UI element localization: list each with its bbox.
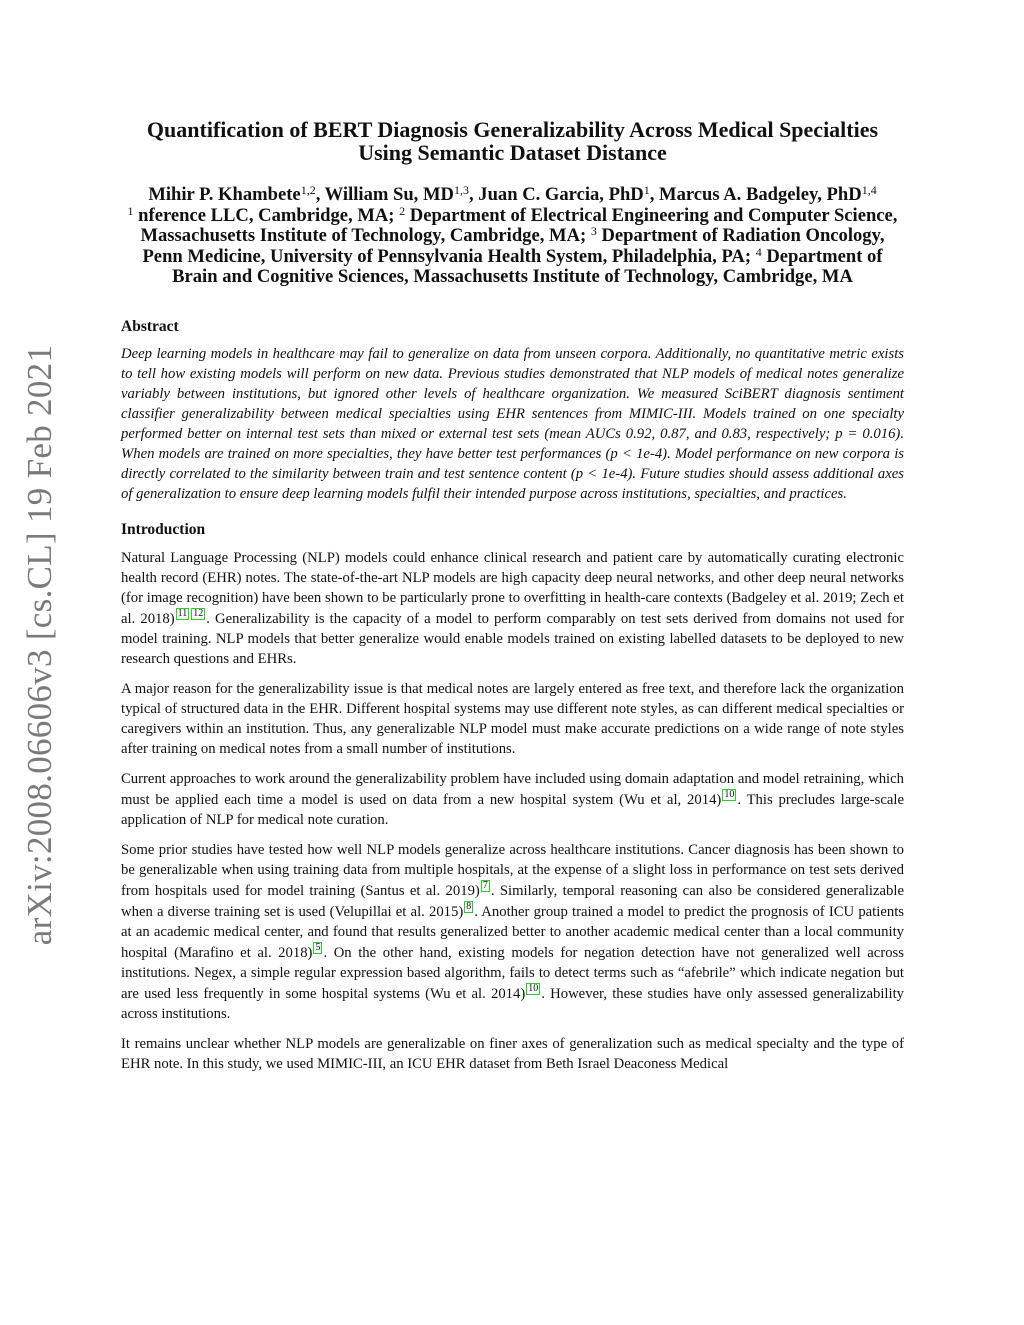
author-superscript: 1,4 [861, 183, 877, 197]
affiliation: Department of Radiation Oncology, Penn Medicine, University of Pennsylvania Health System, Philadelphia, PA; [142, 225, 885, 267]
author-block [121, 185, 904, 288]
author-name: , Juan C. Garcia, PhD [468, 184, 644, 205]
paper-page [121, 118, 904, 1074]
affiliation-superscript: 3 [590, 224, 597, 238]
paragraph-text: . This precludes large-scale application of NLP for medical note curation. [121, 791, 904, 828]
affiliation-superscript: 2 [399, 203, 406, 218]
author-superscript: 1 [643, 183, 650, 197]
introduction-heading: Introduction [121, 520, 206, 538]
affiliation: Department of Brain and Cognitive Sciences, Massachusetts Institute of Technology, Cambridge, MA [172, 245, 883, 287]
abstract-text: Deep learning models in healthcare may fail to generalize on data from unseen corpora. Additionally, no quantitative metric exists to tell how existing models will perform on new data. Previous studies demonstrated that NLP models of medical notes generalize variably between institutions, but ignored other levels of healthcare organization. We measured SciBERT diagnosis sentiment classifier generalizability between medical specialties using EHR sentences from MIMIC-III. Models trained on one specialty performed better on internal test sets than mixed or external test sets (mean AUCs 0.92, 0.87, and 0.83, respectively; p = 0.016). When models are trained on more specialties, they have better test performances (p < 1e-4). Model performance on new corpora is directly correlated to the similarity between train and test sentence content (p < 1e-4). Future studies should assess additional axes of generalization to ensure deep learning models fulfil their intended purpose across institutions, specialties, and practices. [121, 345, 904, 502]
author-name: , William Su, MD [315, 184, 454, 205]
author-name: , Marcus A. Badgeley, PhD [649, 184, 862, 205]
paragraph-text: . However, these studies have only assessed generalizability across institutions. [121, 985, 904, 1022]
author-superscript: 1,2 [300, 183, 316, 197]
author-superscript: 1,3 [453, 183, 469, 197]
citation-link[interactable]: 10 [528, 982, 539, 994]
intro-paragraph-5: It remains unclear whether NLP models are generalizable on finer axes of generalization such as medical specialty and the type of EHR note. In this study, we used MIMIC-III, an ICU EHR dataset from Beth Israel Deaconess Medical [121, 1035, 904, 1072]
intro-paragraph-3 [121, 769, 904, 830]
title-line-2: Using Semantic Dataset Distance [358, 140, 667, 165]
paper-title [121, 118, 904, 164]
paragraph-text: Some prior studies have tested how well NLP models generalize across healthcare institutions. Cancer diagnosis has been shown to be generalizable when using training data from multiple hospitals, at the expense of a slight loss in performance on test sets derived from hospitals used for model training (Santus et al. 2019) [121, 841, 904, 899]
intro-paragraph-1 [121, 548, 904, 669]
author-name: Mihir P. Khambete [148, 184, 301, 205]
affiliation-superscript: 1 [127, 203, 134, 218]
paragraph-text: Current approaches to work around the generalizability problem have included using domain adaptation and model retraining, which must be applied each time a model is used on data from a new hospital system (Wu et al, 2014) [121, 770, 904, 808]
affiliation-superscript: 4 [755, 244, 762, 259]
paragraph-text: Natural Language Processing (NLP) models could enhance clinical research and patient care by automatically curating electronic health record (EHR) notes. The state-of-the-art NLP models are high capacity deep neural networks, and other deep neural networks (for image recognition) have been shown to be particularly prone to overfitting in health-care contexts (Badgeley et al. 2019; Zech et al. 2018) [121, 549, 904, 627]
arxiv-watermark: arXiv:2008.06606v3 [cs.CL] 19 Feb 2021 [20, 344, 59, 946]
intro-paragraph-4 [121, 840, 904, 1024]
citation-link[interactable]: 7 [482, 879, 488, 891]
paragraph-text: . Similarly, temporal reasoning can also be considered generalizable when a diverse training set is used (Velupillai et al. 2015) [121, 882, 904, 920]
title-line-1: Quantification of BERT Diagnosis Generalizability Across Medical Specialties [146, 117, 879, 142]
citation-link[interactable]: 10 [724, 788, 735, 800]
affiliation: Department of Electrical Engineering and Computer Science, Massachusetts Institute of Technology, Cambridge, MA; [140, 204, 898, 246]
paragraph-text: . Another group trained a model to predict the prognosis of ICU patients at an academic medical center, and found that results generalized better to another academic medical center than a local community hospital (Marafino et al. 2018) [121, 903, 904, 961]
citation-link[interactable]: 11 [177, 607, 188, 619]
citation-link[interactable]: 8 [466, 900, 472, 912]
citation-link[interactable]: 5 [315, 941, 321, 953]
citation-link[interactable]: 12 [193, 607, 204, 619]
abstract-heading: Abstract [121, 317, 179, 335]
affiliation: nference LLC, Cambridge, MA; [133, 204, 400, 226]
intro-paragraph-2: A major reason for the generalizability issue is that medical notes are largely entered as free text, and therefore lack the organization typical of structured data in the EHR. Different hospital systems may use different note styles, as can different medical specialties or caregivers within an institution. Thus, any generalizable NLP model must make accurate predictions on a wide range of note styles after training on medical notes from a small number of institutions. [121, 680, 904, 757]
paragraph-text: . On the other hand, existing models for negation detection have not generalized well across institutions. Negex, a simple regular expression based algorithm, fails to detect terms such as “afebrile” which indicate negation but are used less frequently in some hospital systems (Wu et al. 2014) [121, 944, 904, 1002]
paragraph-text: . Generalizability is the capacity of a model to perform comparably on test sets derived from domains not used for model training. NLP models that better generalize would enable models trained on existing labelled datasets to be deployed to new research questions and EHRs. [121, 610, 904, 667]
